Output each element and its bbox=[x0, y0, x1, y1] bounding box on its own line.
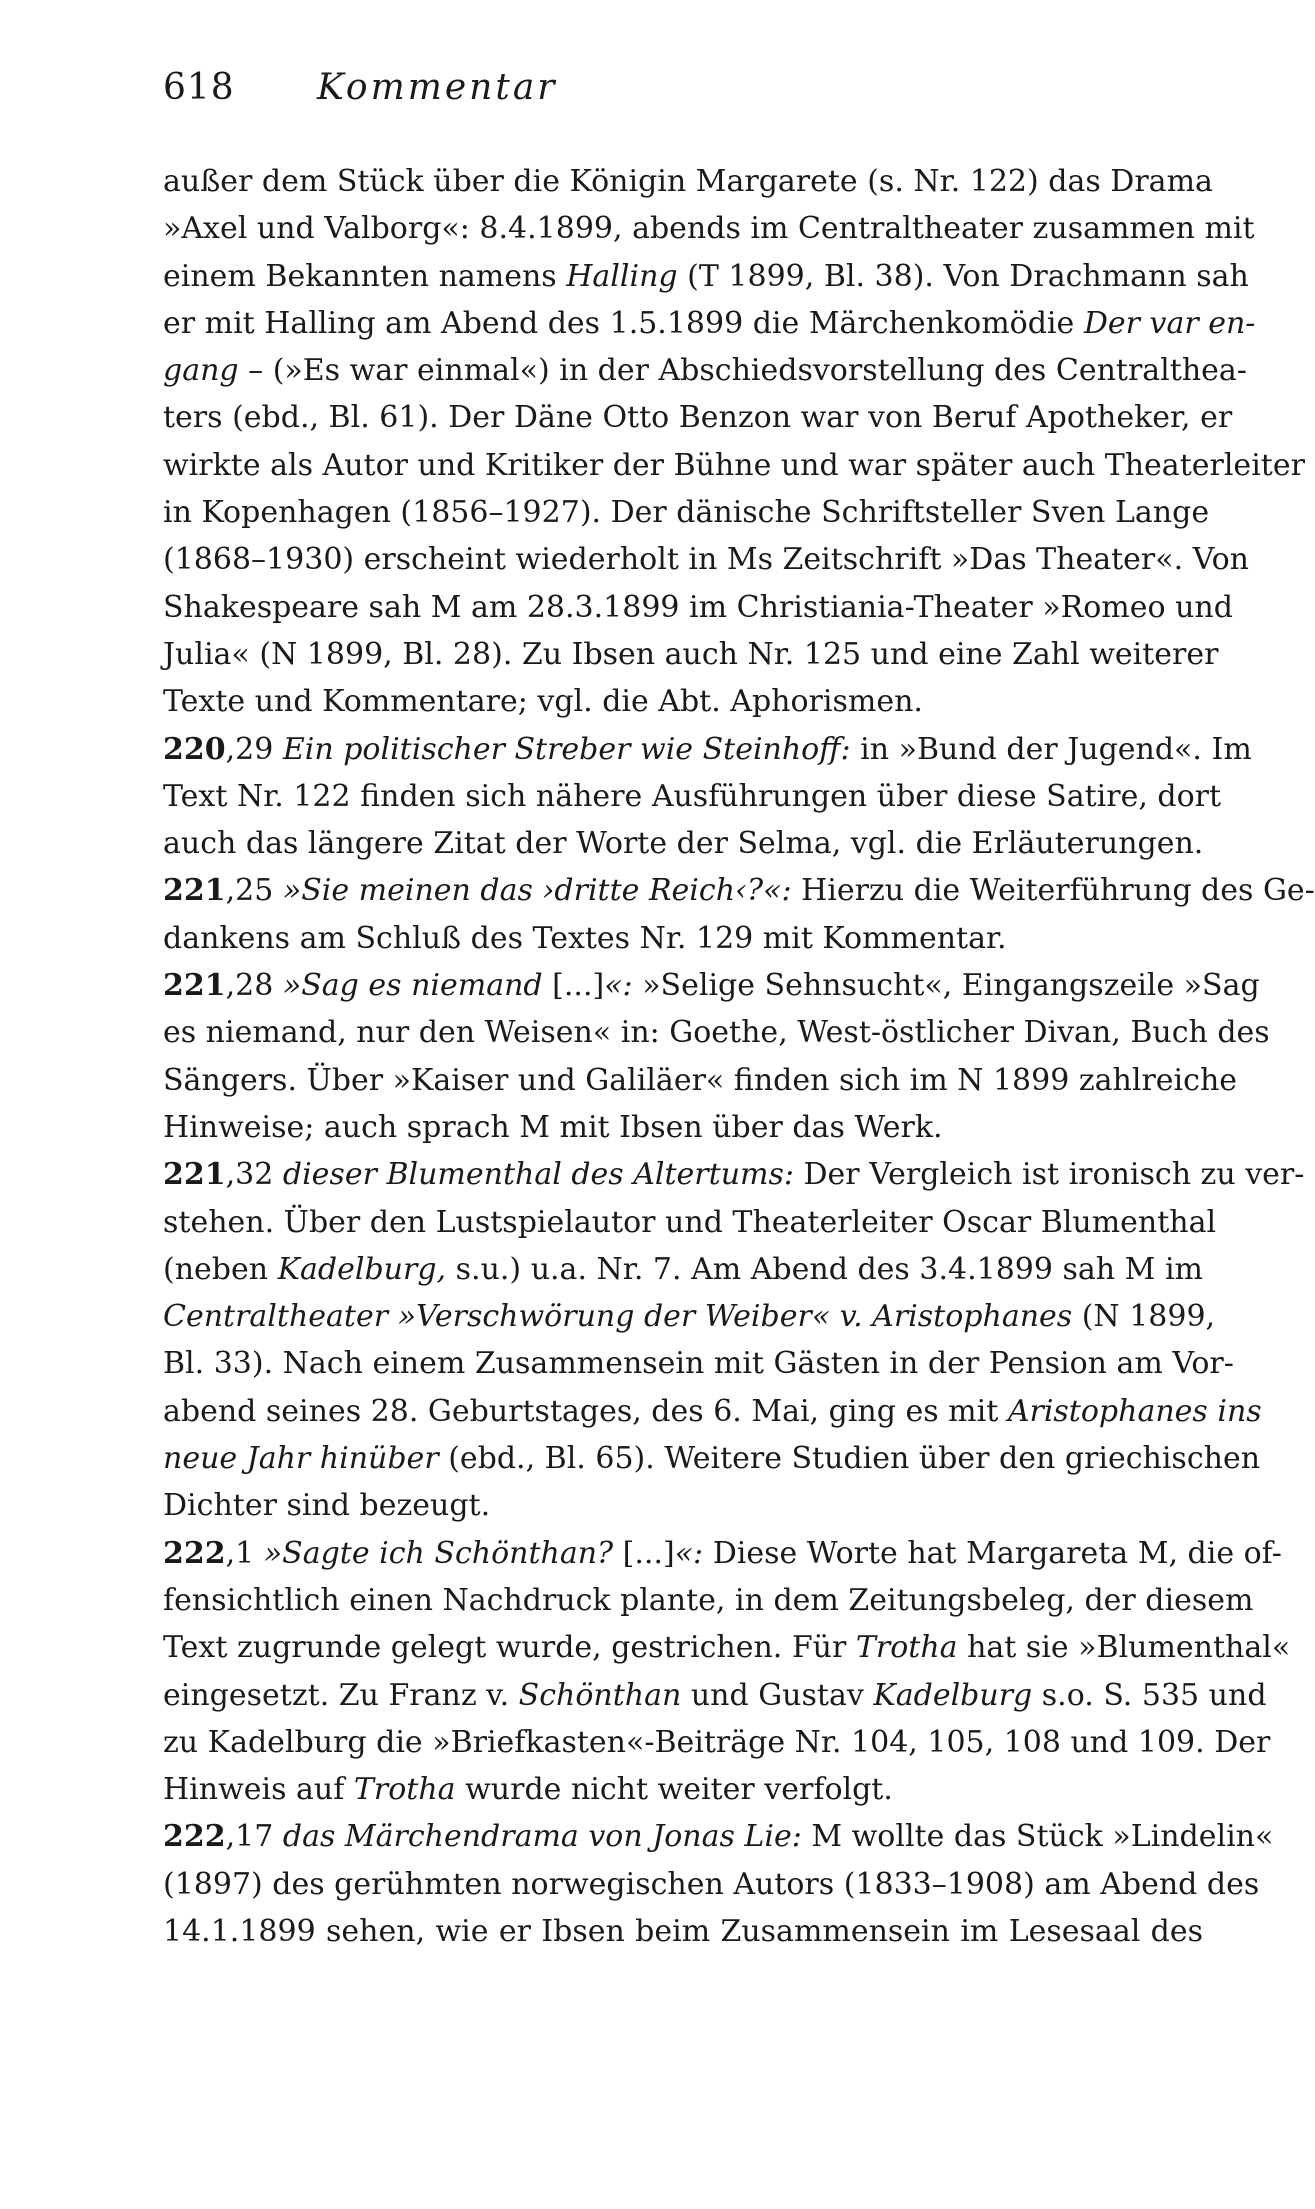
text-segment: (ebd., Bl. 65). Weitere Studien über den griechischen bbox=[438, 1441, 1261, 1477]
text-segment: Dichter sind bezeugt. bbox=[163, 1488, 491, 1524]
italic-text: Trotha bbox=[855, 1630, 958, 1666]
text-line bbox=[163, 205, 1255, 252]
text-segment: ,17 bbox=[225, 1819, 283, 1855]
text-segment: Diese Worte hat Margareta M, die of- bbox=[703, 1535, 1282, 1571]
text-line bbox=[163, 1435, 1261, 1482]
text-line bbox=[163, 915, 1203, 962]
text-segment: 14.1.1899 sehen, wie er Ibsen beim Zusammensein im Lesesaal des bbox=[163, 1913, 1203, 1949]
italic-text: dieser Blumenthal des Altertums: bbox=[282, 1157, 794, 1193]
text-segment: wurde nicht weiter verfolgt. bbox=[455, 1772, 893, 1808]
text-segment: Julia« (N 1899, Bl. 28). Zu Ibsen auch Nr. 125 und eine Zahl weiterer bbox=[163, 636, 1219, 672]
text-line bbox=[163, 1766, 1203, 1813]
text-line bbox=[163, 1057, 1238, 1104]
lemma-reference: 220 bbox=[163, 731, 226, 767]
text-line bbox=[163, 394, 1233, 441]
text-line bbox=[163, 536, 1249, 583]
text-line bbox=[163, 867, 1315, 914]
italic-text: Aristophanes ins bbox=[1007, 1393, 1262, 1429]
text-segment: außer dem Stück über die Königin Margarete (s. Nr. 122) das Drama bbox=[163, 164, 1213, 199]
text-segment: – (»Es war einmal«) in der Abschiedsvorstellung des Centralthea- bbox=[238, 353, 1247, 389]
text-segment: (N 1899, bbox=[1072, 1299, 1216, 1335]
lemma-reference: 221 bbox=[163, 873, 226, 909]
italic-text: «: bbox=[604, 968, 633, 1004]
text-line bbox=[163, 1388, 1262, 1435]
italic-text: »Sag es niemand bbox=[282, 968, 543, 1004]
text-segment: [...] bbox=[542, 968, 605, 1004]
text-line bbox=[163, 726, 1252, 773]
text-segment: »Selige Sehnsucht«, Eingangszeile »Sag bbox=[632, 968, 1260, 1004]
text-segment: Bl. 33). Nach einem Zusammensein mit Gästen in der Pension am Vor- bbox=[163, 1346, 1234, 1382]
text-segment: auch das längere Zitat der Worte der Selma, vgl. die Erläuterungen. bbox=[163, 826, 1204, 862]
text-line bbox=[163, 1009, 1270, 1056]
text-line bbox=[163, 1104, 1203, 1151]
text-line bbox=[163, 253, 1249, 300]
text-segment: ,1 bbox=[225, 1535, 264, 1571]
text-segment: er mit Halling am Abend des 1.5.1899 die Märchenkomödie bbox=[163, 305, 1084, 341]
italic-text: Halling bbox=[566, 258, 678, 294]
text-segment: M wollte das Stück »Lindelin« bbox=[801, 1819, 1274, 1855]
text-line bbox=[163, 962, 1260, 1009]
text-segment: ,25 bbox=[225, 873, 283, 909]
text-line bbox=[163, 1908, 1203, 1955]
text-line bbox=[163, 1246, 1203, 1293]
text-segment: (neben bbox=[163, 1251, 278, 1287]
page-number: 618 bbox=[163, 67, 235, 108]
text-line bbox=[163, 300, 1256, 347]
text-line bbox=[163, 773, 1222, 820]
text-line bbox=[163, 1151, 1305, 1198]
italic-text: Centraltheater »Verschwörung der Weiber« v. Aristophanes bbox=[163, 1299, 1073, 1335]
italic-text: Kadelburg bbox=[873, 1677, 1033, 1713]
text-line bbox=[163, 347, 1247, 394]
italic-text: Der var en- bbox=[1083, 305, 1256, 341]
text-segment: hat sie »Blumenthal« bbox=[957, 1630, 1291, 1666]
text-line bbox=[163, 584, 1233, 631]
text-segment: (1868–1930) erscheint wiederholt in Ms Zeitschrift »Das Theater«. Von bbox=[163, 542, 1249, 578]
text-line bbox=[163, 442, 1305, 489]
text-segment: s.u.) u.a. Nr. 7. Am Abend des 3.4.1899 sah M im bbox=[446, 1251, 1203, 1287]
text-segment: in Kopenhagen (1856–1927). Der dänische Schriftsteller Sven Lange bbox=[163, 495, 1210, 531]
text-segment: »Axel und Valborg«: 8.4.1899, abends im Centraltheater zusammen mit bbox=[163, 211, 1255, 247]
italic-text: »Sie meinen das ›dritte Reich‹?«: bbox=[282, 873, 792, 909]
lemma-reference: 222 bbox=[163, 1535, 226, 1571]
italic-text: Kadelburg, bbox=[277, 1251, 447, 1287]
text-segment: einem Bekannten namens bbox=[163, 258, 567, 294]
italic-text: «: bbox=[674, 1535, 704, 1571]
text-segment: eingesetzt. Zu Franz v. bbox=[163, 1677, 519, 1713]
text-segment: dankens am Schluß des Textes Nr. 129 mit Kommentar. bbox=[163, 920, 1007, 956]
text-segment: Hierzu die Weiterführung des Ge- bbox=[791, 873, 1315, 909]
text-segment: Hinweis auf bbox=[163, 1772, 354, 1808]
text-segment: (T 1899, Bl. 38). Von Drachmann sah bbox=[677, 258, 1249, 294]
text-line bbox=[163, 1813, 1274, 1860]
text-segment: [...] bbox=[613, 1535, 675, 1571]
text-segment: Texte und Kommentare; vgl. die Abt. Aphorismen. bbox=[163, 684, 923, 720]
text-segment: Hinweise; auch sprach M mit Ibsen über das Werk. bbox=[163, 1109, 943, 1145]
italic-text: neue Jahr hinüber bbox=[163, 1441, 439, 1477]
italic-text: Schönthan bbox=[518, 1677, 682, 1713]
text-segment: es niemand, nur den Weisen« in: Goethe, West-östlicher Divan, Buch des bbox=[163, 1015, 1270, 1051]
text-line bbox=[163, 820, 1203, 867]
commentary-text bbox=[163, 158, 1315, 1955]
text-segment: zu Kadelburg die »Briefkasten«-Beiträge Nr. 104, 105, 108 und 109. Der bbox=[163, 1724, 1271, 1760]
text-line bbox=[163, 1293, 1216, 1340]
text-segment: Text zugrunde gelegt wurde, gestrichen. Für bbox=[163, 1630, 856, 1666]
page-header bbox=[163, 64, 1163, 112]
text-line bbox=[163, 1624, 1291, 1671]
text-segment: ,28 bbox=[225, 968, 283, 1004]
lemma-reference: 221 bbox=[163, 968, 226, 1004]
text-line bbox=[163, 678, 1203, 725]
text-line bbox=[163, 1861, 1260, 1908]
text-line bbox=[163, 489, 1210, 536]
italic-text: Trotha bbox=[353, 1772, 456, 1808]
text-line bbox=[163, 1672, 1267, 1719]
italic-text: das Märchendrama von Jonas Lie: bbox=[282, 1819, 802, 1855]
text-segment: stehen. Über den Lustspielautor und Theaterleiter Oscar Blumenthal bbox=[163, 1204, 1217, 1240]
text-line bbox=[163, 1577, 1254, 1624]
text-segment: fensichtlich einen Nachdruck plante, in dem Zeitungsbeleg, der diesem bbox=[163, 1582, 1254, 1618]
text-segment: ,29 bbox=[225, 731, 283, 767]
text-segment: in »Bund der Jugend«. Im bbox=[850, 731, 1252, 767]
text-segment: und Gustav bbox=[681, 1677, 874, 1713]
text-segment: Text Nr. 122 finden sich nähere Ausführungen über diese Satire, dort bbox=[163, 778, 1222, 814]
lemma-reference: 221 bbox=[163, 1157, 226, 1193]
italic-text: »Sagte ich Schönthan? bbox=[263, 1535, 614, 1571]
italic-text: gang bbox=[163, 353, 239, 389]
text-line bbox=[163, 1482, 1203, 1529]
text-line bbox=[163, 1199, 1217, 1246]
text-segment: ,32 bbox=[225, 1157, 283, 1193]
italic-text: Ein politischer Streber wie Steinhoff: bbox=[282, 731, 851, 767]
text-segment: (1897) des gerühmten norwegischen Autors (1833–1908) am Abend des bbox=[163, 1866, 1260, 1902]
text-line bbox=[163, 1340, 1234, 1387]
running-head: Kommentar bbox=[317, 67, 558, 108]
text-segment: Der Vergleich ist ironisch zu ver- bbox=[793, 1157, 1305, 1193]
text-segment: s.o. S. 535 und bbox=[1032, 1677, 1267, 1713]
text-segment: Shakespeare sah M am 28.3.1899 im Christiania-Theater »Romeo und bbox=[163, 589, 1233, 625]
text-line bbox=[163, 1719, 1271, 1766]
lemma-reference: 222 bbox=[163, 1819, 226, 1855]
text-line bbox=[163, 158, 1213, 205]
text-segment: wirkte als Autor und Kritiker der Bühne und war später auch Theaterleiter bbox=[163, 447, 1305, 483]
text-segment: abend seines 28. Geburtstages, des 6. Mai, ging es mit bbox=[163, 1393, 1008, 1429]
text-line bbox=[163, 1530, 1282, 1577]
text-line bbox=[163, 631, 1219, 678]
text-segment: Sängers. Über »Kaiser und Galiläer« finden sich im N 1899 zahlreiche bbox=[163, 1062, 1238, 1098]
text-segment: ters (ebd., Bl. 61). Der Däne Otto Benzon war von Beruf Apotheker, er bbox=[163, 400, 1233, 436]
